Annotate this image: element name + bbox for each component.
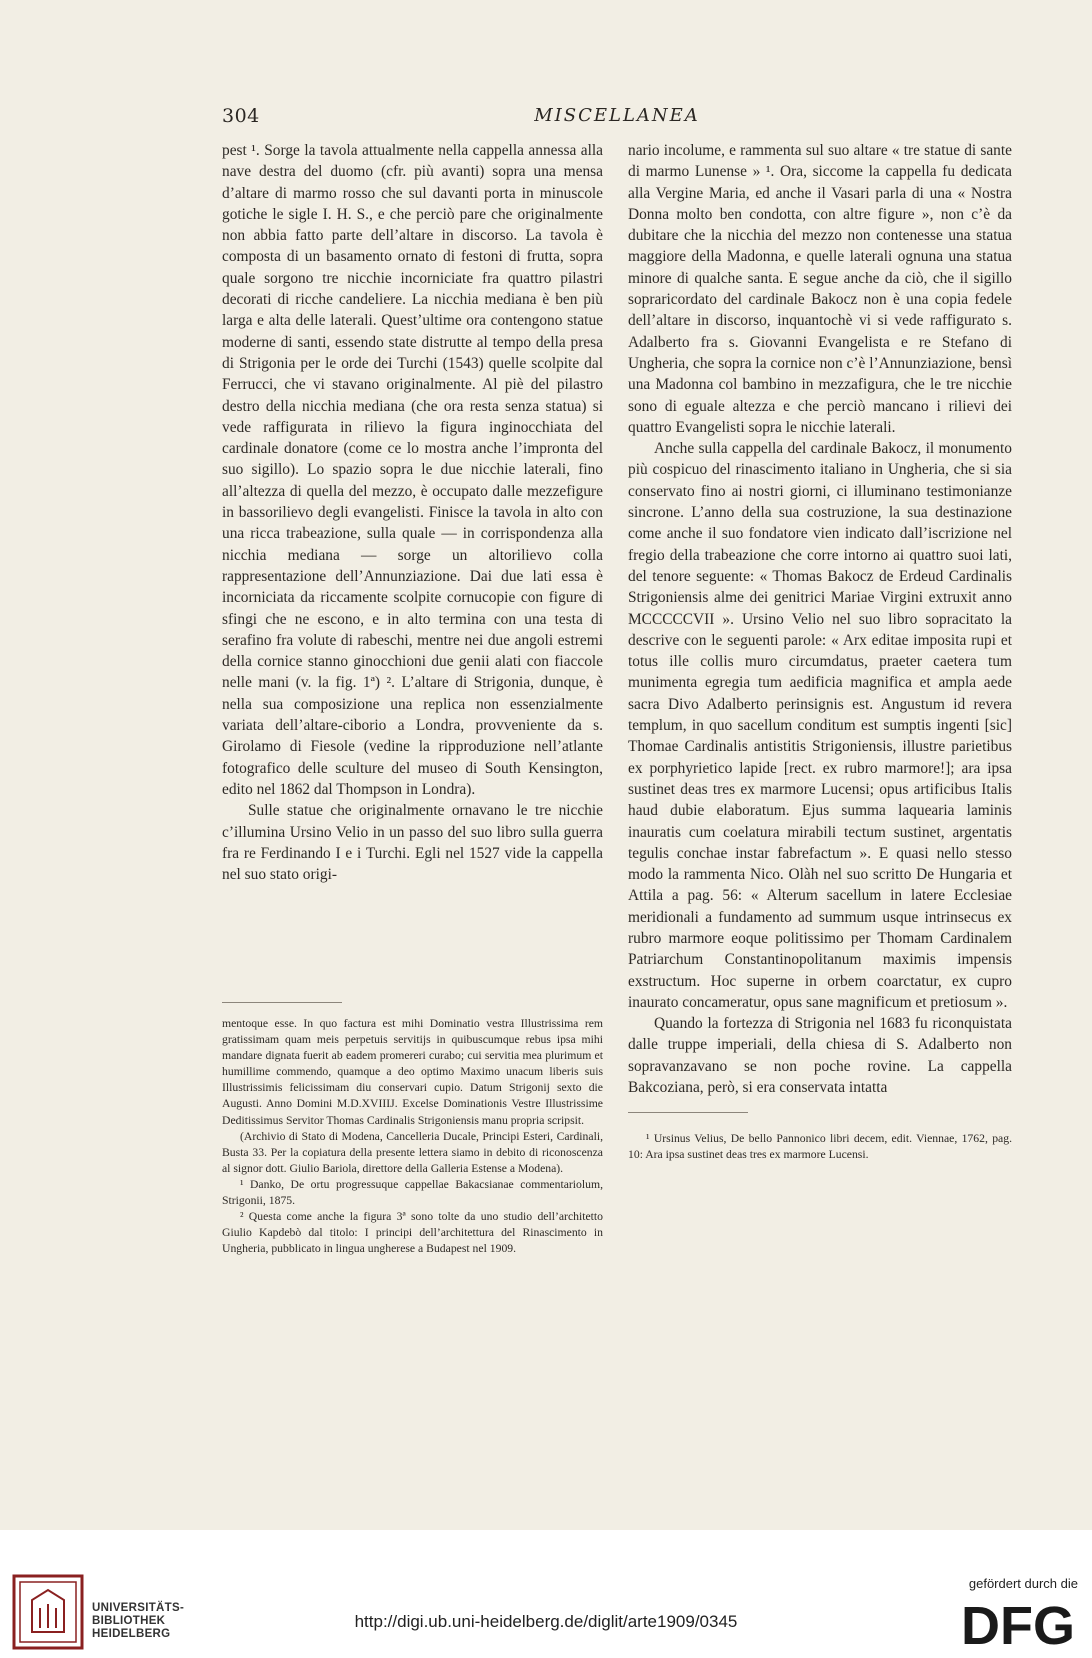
library-name-line-3: HEIDELBERG: [92, 1628, 171, 1640]
right-column: [628, 140, 1012, 1164]
running-head: MISCELLANEA: [534, 105, 700, 126]
funded-by-label: gefördert durch die: [968, 1576, 1078, 1591]
right-footnote-1: ¹ Ursinus Velius, De bello Pannonico libri decem, edit. Viennae, 1762, pag. 10: Ara ipsa sustinet deas tres ex marmore Lucensi.: [628, 1132, 1012, 1162]
left-column: [222, 140, 603, 885]
left-footnotes: [222, 1016, 603, 1257]
left-footnote-2: (Archivio di Stato di Modena, Cancelleria Ducale, Principi Esteri, Cardinali, Busta 33. Per la copiatura della presente lettera siamo in debito di riconoscenza al signor dott. Giulio Bariola, direttore della Galleria Estense a Modena).: [222, 1129, 603, 1175]
right-paragraph-3: Quando la fortezza di Strigonia nel 1683 fu riconquistata dalle truppe imperiali, della chiesa di S. Adalberto non sopravanzavano se non poche rovine. La cappella Bakcoziana, però, si era conservata intatta: [628, 1015, 1012, 1097]
right-paragraph-1: nario incolume, e rammenta sul suo altare « tre statue di sante di marmo Lunense » ¹. Ora, siccome la cappella fu dedicata alla Vergine Maria, ed anche il Vasari parla di una « Nostra Donna molto ben condotta, con altre figure », non c’è da dubitare che la nicchia del mezzo non contenesse una statua maggiore della Madonna, e quelle laterali ognuna una statua minore di qualche santa. E segue anche da ciò, che il sigillo sopraricordato del cardinale Bakocz non è una copia fedele dell’altare in discorso, inquantochè vi si vede raffigurato s. Adalberto fra s. Giovanni Evangelista e re Stefano di Ungheria, che sopra la cornice non c’è l’Annunziazione, bensì una Madonna col bambino in mezzafigura, che le tre nicchie sono di eguale altezza e che perciò mancano i rilievi dei quattro Evangelisti sopra le nicchie laterali.: [628, 142, 1012, 436]
dfg-logo[interactable]: [956, 1596, 1080, 1650]
library-name-line-1: UNIVERSITÄTS-: [92, 1602, 185, 1614]
left-footnote-3: ¹ Danko, De ortu progressuque cappellae Bakacsianae commentariolum, Strigonii, 1875.: [222, 1177, 603, 1208]
library-name-line-2: BIBLIOTHEK: [92, 1615, 166, 1627]
page-header: [222, 105, 1012, 127]
right-footnotes: [628, 1131, 1012, 1163]
left-paragraph-2: Sulle statue che originalmente ornavano le tre nicchie c’illumina Ursino Velio in un passo del suo libro sulla guerra fra re Ferdinando I e i Turchi. Egli nel 1527 vide la cappella nel suo stato origi-: [222, 802, 603, 884]
left-footnote-4: ² Questa come anche la figura 3ª sono tolte da uno studio dell’architetto Giulio Kapdebò dal titolo: I principi dell’architettura del Rinascimento in Ungheria, pubblicato in lingua ungherese a Budapest nel 1909.: [222, 1210, 603, 1256]
right-paragraph-2: Anche sulla cappella del cardinale Bakocz, il monumento più cospicuo del rinascimento italiano in Ungheria, che si sia conservato fino ai nostri giorni, ci illuminano testimonianze sincrone. L’anno della sua costruzione, la sua destinazione come anche il suo fondatore vien indicato dall’iscrizione nel fregio della trabeazione che corre intorno ai quattro suoi lati, del tenore seguente: « Thomas Bakocz de Erdeud Cardinalis Strigoniensis alme dei genitrici Mariae Virgini extruxit anno MCCCCCVII ». Ursino Velio nel suo libro sopracitato la descrive con le seguenti parole: « Arx editae imposita rupi et totus ille collis muro circumdatus, praeter caetera tum munimenta egregia tum aedificia magnifica et ampla aede sacra Divo Adalberto perinsignis est. Angustum id revera templum, in quo sacellum conditum est sumptis ingenti [sic] Thomae Cardinalis antistitis Strigoniensis, illustre parietibus ex porphyrietico lapide [rect. ex rubro marmore!]; ara ipsa sustinet deas tres ex marmore Lucensi; opus artificibus Italis haud dubie elaboratum. Ejus summa laquearia laminis inauratis cum coelatura mirabili tectum sustinet, argentatis tegulis conchae instar fabrefactum ». E quasi nello stesso modo la rammenta Nico. Olàh nel suo scritto De Hungaria et Attila a pag. 56: « Alterum sacellum in latere Ecclesiae meridionali a fundamento ad summum usque intrinsecus ex rubro marmore eoque politissimo per Thomam Cardinalem Patriarchum Constantinopolitanum maximis impensis exstructum. Hoc superne in orbem coarctatur, ex cupro inaurato concameratur, opus sane magnificum et pretiosum ».: [628, 440, 1012, 1011]
dfg-logo-text: DFG: [961, 1596, 1075, 1650]
footnote-rule-right: [628, 1112, 748, 1113]
left-footnote-1: mentoque esse. In quo factura est mihi Dominatio vestra Illustrissima rem gratissimam quam meis perpetuis servitijs in quibuscumque rebus ipsa mihi mandare dignata fuerit ab eadem promereri curabo; cui servitia mea plurimum et humillime commendo, quamque a deo optimo Maximo unacum liberis suis Illustrissimis felicissimam diu conservari cupio. Datum Strigonij sexto die Augusti. Anno Domini M.D.XVIIIJ. Excelse Dominationis Vestre Illustrissime Deditissimus Servitor Thomas Cardinalis Strigoniensis manu propria scripsit.: [222, 1017, 603, 1127]
footnote-rule-left: [222, 1002, 342, 1003]
permalink-url[interactable]: http://digi.ub.uni-heidelberg.de/diglit/arte1909/0345: [354, 1612, 738, 1631]
viewer-footer: [0, 1530, 1092, 1658]
left-paragraph-1: pest ¹. Sorge la tavola attualmente nella cappella annessa alla nave destra del duomo (cfr. più avanti) sopra una mensa d’altare di marmo rosso che sul davanti porta in minuscole gotiche le sigle I. H. S., e che perciò pare che originalmente non abbia fatto parte dell’altare in discorso. La tavola è composta di un basamento ornato di festoni di frutta, sopra quale sorgono tre nicchie incorniciate fra quattro pilastri decorati di ricche candeliere. La nicchia mediana è ben più larga e alta delle laterali. Quest’ultime ora contengono statue moderne di santi, essendo state distrutte al tempo della presa di Strigonia per le orde dei Turchi (1543) quelle scolpite dal Ferrucci, che vi stavano originalmente. Al piè del pilastro destro della nicchia mediana (che ora resta senza statua) si vede raffigurata in rilievo la figura inginocchiata del cardinale donatore (come ce lo mostra anche l’impronta del suo sigillo). Lo spazio sopra le due nicchie laterali, fino all’altezza di quella del mezzo, è occupato dalle mezzefigure in bassorilievo degli evangelisti. Finisce la tavola in alto con una ricca trabeazione, sulla quale — in corrispondenza alla nicchia mediana — sorge un altorilievo colla rappresentazione dell’Annunziazione. Dai due lati essa è incorniciata da riccamente scolpite cornucopie con figure di sfingi che ne escono, e in alto termina con una testa di serafino fra volute di rabeschi, mentre nei due angoli estremi della cornice stanno ginocchioni due genii alati con fiaccole nelle mani (v. la fig. 1ª) ². L’altare di Strigonia, dunque, è nella sua composizione una replica non essenzialmente variata dell’altare-ciborio a Londra, provveniente da s. Girolamo di Fiesole (vedine la ripproduzione nell’atlante fotografico delle sculture del museo di South Kensington, edito nel 1862 dal Thompson in Londra).: [222, 142, 603, 798]
page-number: 304: [222, 105, 260, 127]
